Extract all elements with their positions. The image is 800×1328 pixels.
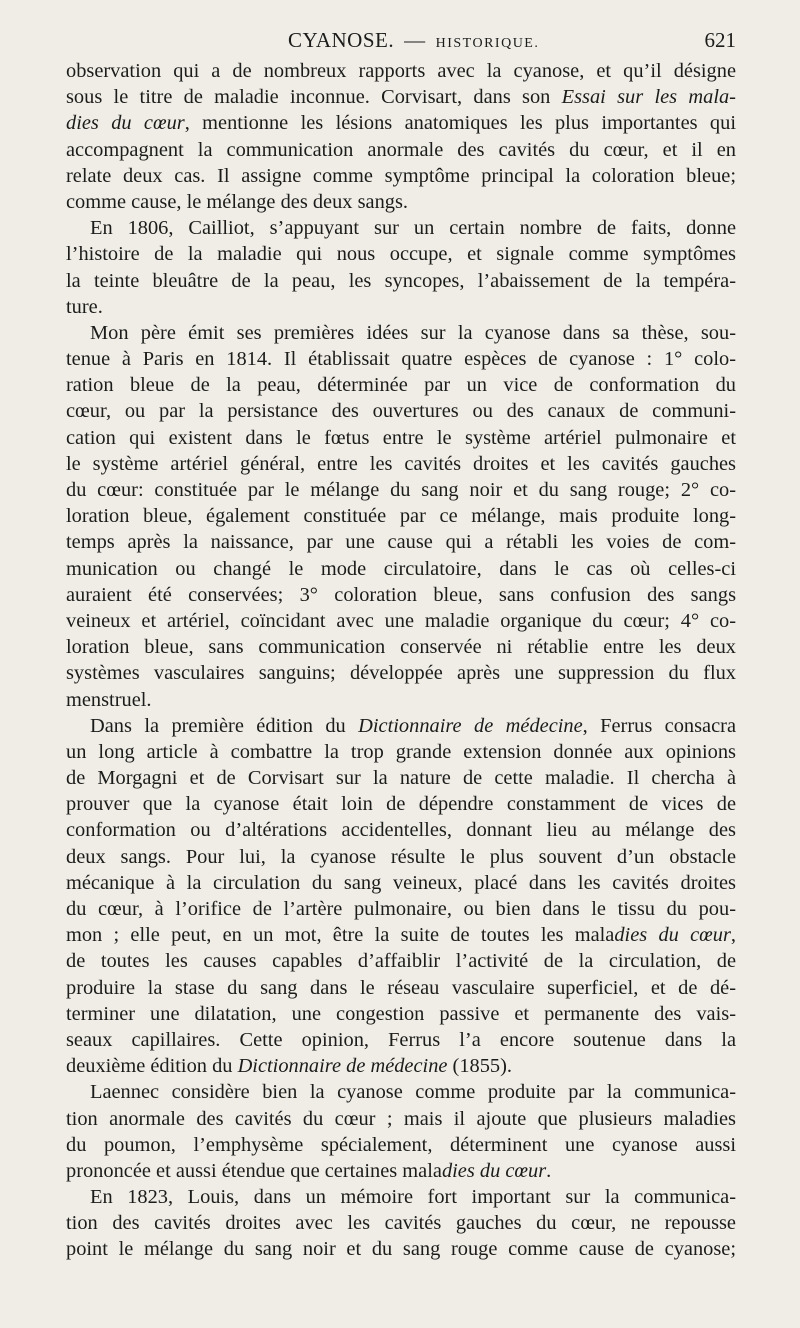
text-line: de Morgagni et de Corvisart sur la nature de cette maladie. Il chercha à [66,767,736,790]
text-line: le système artériel général, entre les cavités droites et les cavités gauches [66,452,736,475]
text-line: mon ; elle peut, en un mot, être la suite de toutes les maladies du cœur, [66,924,736,947]
text-line: En 1806, Cailliot, s’appuyant sur un certain nombre de faits, donne [90,217,736,240]
text-line: la teinte bleuâtre de la peau, les syncopes, l’abaissement de la tempéra- [66,269,736,292]
text-line: relate deux cas. Il assigne comme symptôme principal la coloration bleue; [66,164,736,187]
text-line: terminer une dilatation, une congestion passive et permanente des vais- [66,1002,736,1025]
text-line: dies du cœur, mentionne les lésions anatomiques les plus importantes qui [66,112,736,135]
text-line: munication ou changé le mode circulatoire, dans le cas où celles-ci [66,557,736,580]
header-subtitle: HISTORIQUE. [435,36,540,51]
text-line: tion des cavités droites avec les cavités gauches du cœur, ne repousse [66,1212,736,1235]
text-line: cation qui existent dans le fœtus entre le système artériel pulmonaire et [66,426,736,449]
text-line: veineux et artériel, coïncidant avec une maladie organique du cœur; 4° co- [66,609,736,632]
text-line: seaux capillaires. Cette opinion, Ferrus l’a encore soutenue dans la [66,1028,736,1051]
text-line: sous le titre de maladie inconnue. Corvisart, dans son Essai sur les mala- [66,86,736,109]
running-header [66,24,736,54]
text-line: ture. [66,295,103,318]
text-line: tion anormale des cavités du cœur ; mais il ajoute que plusieurs maladies [66,1107,736,1130]
text-line: temps après la naissance, par une cause qui a rétabli les voies de com- [66,531,736,554]
text-line: Laennec considère bien la cyanose comme produite par la communica- [90,1081,736,1104]
text-line: prononcée et aussi étendue que certaines maladies du cœur. [66,1159,552,1182]
header-dash: — [404,28,426,52]
text-line: l’histoire de la maladie qui nous occupe, et signale comme symptômes [66,243,736,266]
running-title [288,28,539,53]
text-line: loration bleue, également constituée par ce mélange, mais produite long- [66,505,736,528]
text-line: Dans la première édition du Dictionnaire de médecine, Ferrus consacra [90,714,736,737]
page-number: 621 [704,28,736,52]
text-line: du cœur, à l’orifice de l’artère pulmonaire, ou bien dans le tissu du pou- [66,898,736,920]
text-line: observation qui a de nombreux rapports avec la cyanose, et qu’il désigne [66,60,736,82]
text-line: En 1823, Louis, dans un mémoire fort important sur la communica- [90,1186,736,1209]
text-line: prouver que la cyanose était loin de dépendre constamment de vices de [66,793,736,816]
text-line: produire la stase du sang dans le réseau vasculaire superficiel, et de dé- [66,976,736,999]
text-line: un long article à combattre la trop grande extension donnée aux opinions [66,740,736,763]
header-title: CYANOSE. [288,28,395,52]
text-line: deuxième édition du Dictionnaire de médecine (1855). [66,1055,513,1078]
text-line: de toutes les causes capables d’affaiblir l’activité de la circulation, de [66,950,736,973]
text-line: point le mélange du sang noir et du sang rouge comme cause de cyanose; [66,1238,736,1261]
text-line: menstruel. [66,688,152,711]
body-text [66,58,736,1263]
text-line: cœur, ou par la persistance des ouvertures ou des canaux de communi- [66,400,736,423]
text-line: systèmes vasculaires sanguins; développée après une suppression du flux [66,662,736,685]
text-line: ration bleue de la peau, déterminée par un vice de conformation du [66,374,736,397]
text-line: Mon père émit ses premières idées sur la cyanose dans sa thèse, sou- [90,321,736,344]
text-line: du cœur: constituée par le mélange du sang noir et du sang rouge; 2° co- [66,479,736,501]
text-line: accompagnent la communication anormale des cavités du cœur, et il en [66,138,736,161]
text-line: loration bleue, sans communication conservée ni rétablie entre les deux [66,636,736,659]
text-line: du poumon, l’emphysème spécialement, déterminent une cyanose aussi [66,1133,736,1156]
text-line: mécanique à la circulation du sang veineux, placé dans les cavités droites [66,871,736,894]
text-line: deux sangs. Pour lui, la cyanose résulte le plus souvent d’un obstacle [66,845,736,868]
text-line: conformation ou d’altérations accidentelles, donnant lieu au mélange des [66,819,736,842]
text-line: tenue à Paris en 1814. Il établissait quatre espèces de cyanose : 1° colo- [66,348,736,371]
text-line: comme cause, le mélange des deux sangs. [66,190,408,213]
text-line: auraient été conservées; 3° coloration bleue, sans confusion des sangs [66,583,736,606]
